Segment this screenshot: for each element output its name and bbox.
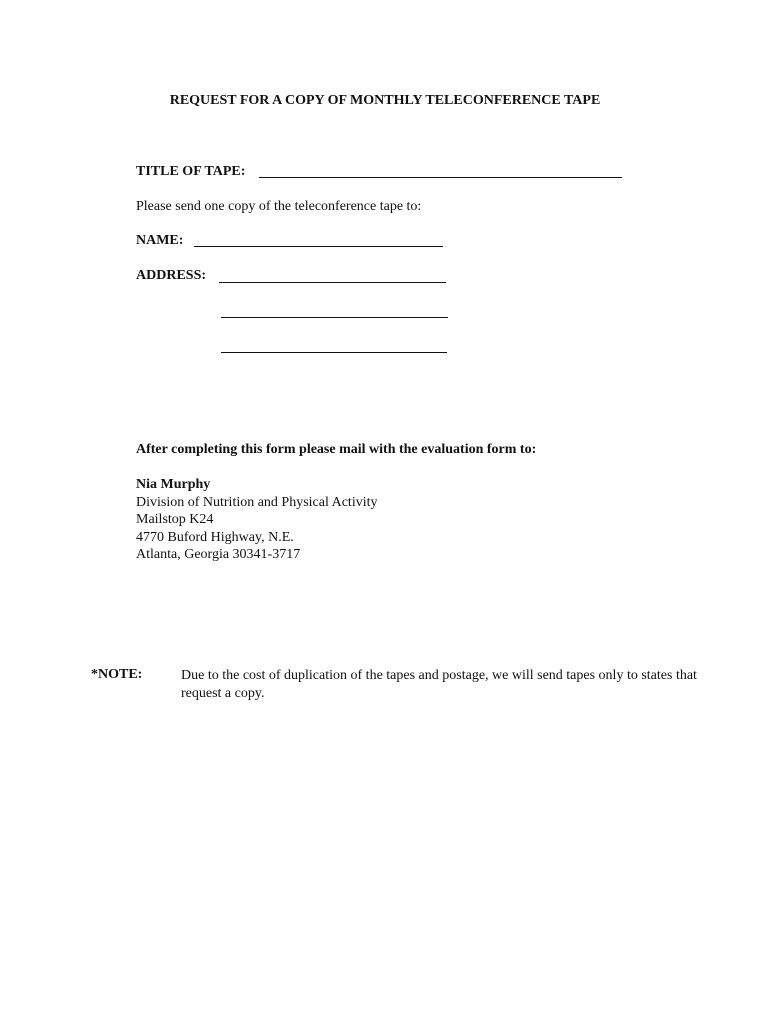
name-label: NAME:: [136, 233, 184, 248]
note-text: Due to the cost of duplication of the tapes and postage, we will send tapes only to states that request a copy.: [181, 668, 697, 701]
address-line: Division of Nutrition and Physical Activity: [136, 494, 378, 510]
address-line: 4770 Buford Highway, N.E.: [136, 529, 294, 545]
address-field-line-1[interactable]: [219, 282, 446, 283]
name-field[interactable]: [194, 246, 443, 247]
mailing-address-block: [136, 476, 378, 564]
instruction-text: Please send one copy of the teleconference tape to:: [136, 199, 422, 214]
title-of-tape-label: TITLE OF TAPE:: [136, 164, 246, 179]
address-field-line-3[interactable]: [221, 352, 447, 353]
recipient-name: Nia Murphy: [136, 477, 211, 492]
note-label: *NOTE:: [91, 667, 143, 682]
address-field-line-2[interactable]: [221, 317, 448, 318]
address-label: ADDRESS:: [136, 268, 207, 283]
address-line: Atlanta, Georgia 30341-3717: [136, 547, 301, 562]
title-of-tape-row: [136, 164, 245, 180]
mailing-heading: After completing this form please mail with the evaluation form to:: [136, 442, 537, 457]
page-title: REQUEST FOR A COPY OF MONTHLY TELECONFERENCE TAPE: [169, 93, 601, 108]
title-of-tape-field[interactable]: [259, 177, 622, 178]
address-line: Mailstop K24: [136, 512, 214, 527]
